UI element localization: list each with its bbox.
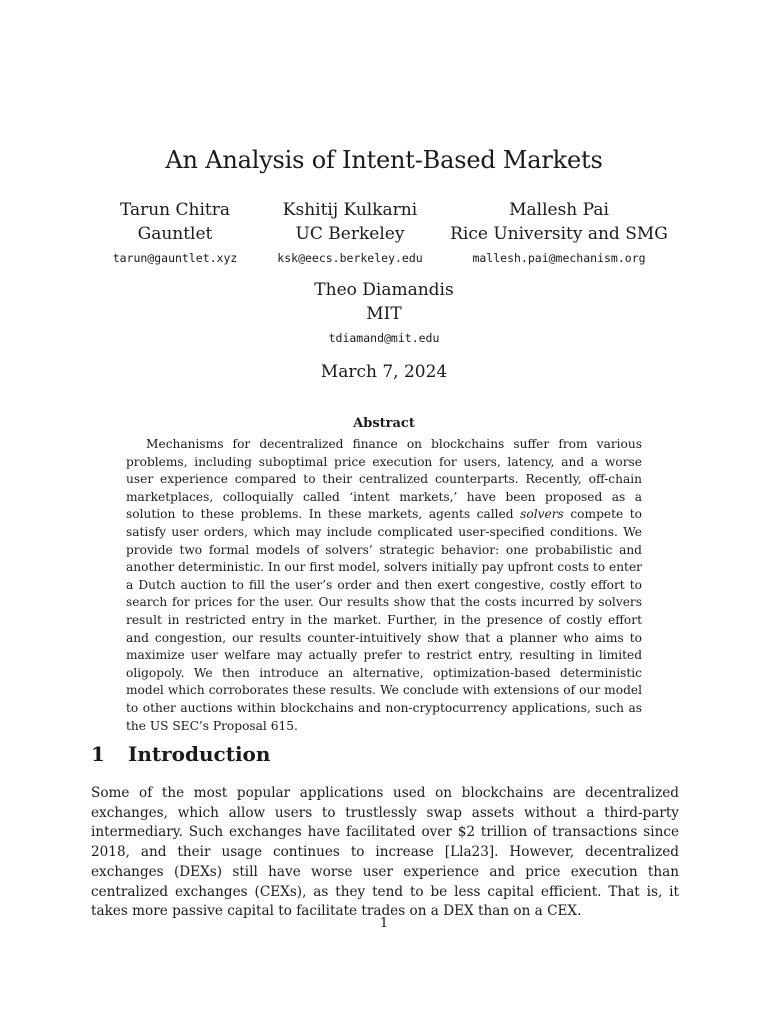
author bbox=[95, 198, 255, 266]
author-name: Kshitij Kulkarni bbox=[282, 200, 418, 220]
section-number: 1 bbox=[91, 742, 105, 766]
abstract-heading: Abstract bbox=[353, 416, 415, 431]
introduction-body bbox=[91, 784, 679, 922]
abstract-italic-term: solvers bbox=[520, 507, 564, 522]
author-affiliation: Gauntlet bbox=[137, 224, 213, 244]
author-block bbox=[0, 198, 768, 345]
page-number: 1 bbox=[379, 916, 389, 931]
abstract-text-part: Mechanisms for decentralized finance on blockchains suffer from various problems, including suboptimal price execution for users, latency, and a worse user experience compared to their centralized counterparts. Recently, off-chain marketplaces, colloquially called ‘intent markets,’ have been proposed as a solution to these problems. In these markets, agents called bbox=[126, 437, 642, 522]
paper-date: March 7, 2024 bbox=[320, 362, 448, 382]
author-email: mallesh.pai@mechanism.org bbox=[472, 251, 646, 265]
abstract-text-part: compete to satisfy user orders, which may include complicated user-specified conditions. We provide two formal models of solvers’ strategic behavior: one probabilistic and another deterministic. In our first model, solvers initially pay upfront costs to enter a Dutch auction to fill the user’s order and then exert congestive, costly effort to search for prices for the user. Our results show that the costs incurred by solvers result in restricted entry in the market. Further, in the presence of costly effort and congestion, our results counter-intuitively show that a planner who aims to maximize user welfare may actually prefer to restrict entry, resulting in limited oligopoly. We then introduce an alternative, optimization-based deterministic model which corroborates these results. We conclude with extensions of our model to other auctions within blockchains and non-cryptocurrency applications, such as the US SEC’s Proposal 615. bbox=[126, 507, 642, 733]
author-affiliation: MIT bbox=[366, 304, 402, 324]
introduction-paragraph: Some of the most popular applications used on blockchains are decentralized exchanges, which allow users to trustlessly swap assets without a third-party intermediary. Such exchanges have facilitated over $2 trillion of transactions since 2018, and their usage continues to increase [Lla23]. However, decentralized exchanges (DEXs) still have worse user experience and price execution than centralized exchanges (CEXs), as they tend to be less capital efficient. That is, it takes more passive capital to facilitate trades on a DEX than on a CEX. bbox=[91, 785, 679, 920]
author-name: Mallesh Pai bbox=[509, 200, 609, 220]
paper-title: An Analysis of Intent-Based Markets bbox=[165, 146, 603, 174]
author-email: tarun@gauntlet.xyz bbox=[112, 251, 238, 265]
section-title: Introduction bbox=[128, 742, 271, 766]
abstract-body bbox=[126, 436, 642, 735]
author-affiliation: UC Berkeley bbox=[295, 224, 405, 244]
abstract-paragraph bbox=[126, 436, 642, 735]
author-email: tdiamand@mit.edu bbox=[328, 331, 440, 345]
author-affiliation: Rice University and SMG bbox=[450, 224, 668, 244]
author bbox=[268, 198, 432, 266]
author-email: ksk@eecs.berkeley.edu bbox=[277, 251, 423, 265]
section-heading bbox=[91, 742, 270, 766]
author bbox=[284, 278, 484, 346]
author bbox=[450, 198, 668, 266]
author-name: Tarun Chitra bbox=[119, 200, 231, 220]
author-name: Theo Diamandis bbox=[314, 280, 454, 300]
